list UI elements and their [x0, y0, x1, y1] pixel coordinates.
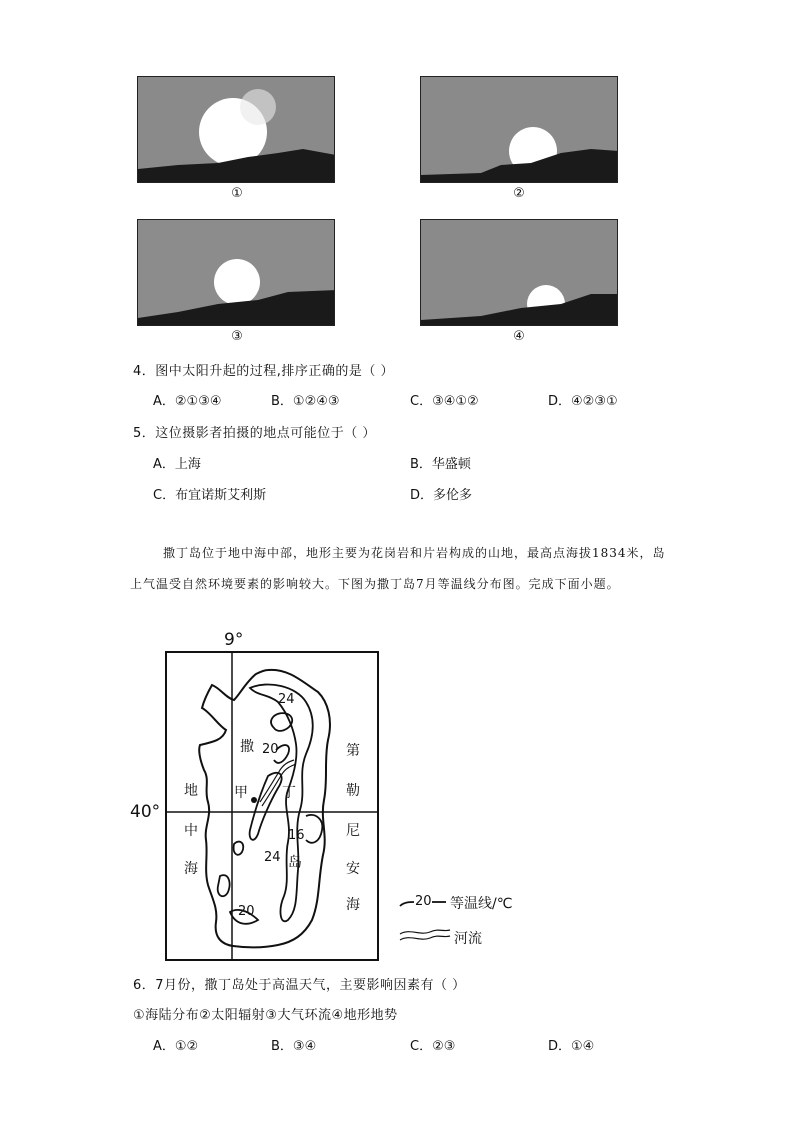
isotherm-label-20-north: 20: [262, 742, 279, 757]
sea-right-char-5: 海: [346, 897, 360, 913]
isotherm-label-20-south: 20: [238, 904, 255, 919]
photo-1: [137, 76, 335, 183]
longitude-label: 9°: [224, 630, 244, 650]
question-5-option-b[interactable]: B．华盛顿: [410, 457, 471, 472]
latitude-label: 40°: [130, 802, 161, 822]
question-4-option-d[interactable]: D．④②③①: [548, 394, 618, 409]
question-6-option-c[interactable]: C．②③: [410, 1039, 456, 1054]
photo-1-caption: ①: [231, 186, 243, 201]
sardinia-isotherm-map: [128, 630, 518, 966]
legend-isotherm-text: 等温线/℃: [450, 896, 513, 912]
question-5-option-a[interactable]: A．上海: [153, 457, 201, 472]
island-char-3: 岛: [288, 855, 302, 871]
sea-right-char-4: 安: [346, 861, 360, 877]
isotherm-label-24-north: 24: [278, 692, 295, 707]
question-6-stem: 6．7月份，撒丁岛处于高温天气，主要影响因素有（ ）: [133, 978, 466, 993]
photo-2-caption: ②: [513, 186, 525, 201]
photo-4: [420, 219, 618, 326]
question-5-option-d[interactable]: D．多伦多: [410, 488, 473, 503]
photo-2: [420, 76, 618, 183]
question-4-option-b[interactable]: B．①②④③: [271, 394, 340, 409]
island-char-1: 撒: [240, 739, 254, 755]
question-5-stem: 5．这位摄影者拍摄的地点可能位于（ ）: [133, 426, 376, 441]
sunrise-image-1: [138, 77, 335, 183]
question-5-option-c[interactable]: C．布宜诺斯艾利斯: [153, 488, 267, 503]
question-4-stem: 4．图中太阳升起的过程,排序正确的是（ ）: [133, 364, 395, 379]
point-jia-label: 甲: [234, 785, 248, 801]
photo-3-caption: ③: [231, 329, 243, 344]
island-char-2: 丁: [282, 785, 296, 801]
question-6-option-b[interactable]: B．③④: [271, 1039, 317, 1054]
photo-3: [137, 219, 335, 326]
sunrise-image-2: [421, 77, 618, 183]
sunrise-image-3: [138, 220, 335, 326]
sea-right-char-2: 勒: [346, 783, 360, 799]
passage-text: 撒丁岛位于地中海中部，地形主要为花岗岩和片岩构成的山地，最高点海拔1834米，岛上气温受自然环境要素的影响较大。下图为撒丁岛7月等温线分布图。完成下面小题。: [130, 546, 666, 591]
photo-4-caption: ④: [513, 329, 525, 344]
legend-river-text: 河流: [454, 931, 482, 947]
sea-left-char-1: 地: [184, 783, 198, 799]
isotherm-label-16: 16: [288, 828, 305, 843]
legend-isotherm-value: 20: [415, 894, 432, 909]
question-6-option-a[interactable]: A．①②: [153, 1039, 199, 1054]
sunrise-image-4: [421, 220, 618, 326]
sea-left-char-2: 中: [184, 823, 198, 839]
question-6-factors: ①海陆分布②太阳辐射③大气环流④地形地势: [133, 1008, 398, 1023]
question-4-option-c[interactable]: C．③④①②: [410, 394, 479, 409]
question-4-option-a[interactable]: A．②①③④: [153, 394, 222, 409]
sea-right-char-3: 尼: [346, 823, 360, 839]
sea-left-char-3: 海: [184, 861, 198, 877]
sea-right-char-1: 第: [346, 743, 360, 759]
isotherm-label-24-south: 24: [264, 850, 281, 865]
question-6-option-d[interactable]: D．①④: [548, 1039, 595, 1054]
